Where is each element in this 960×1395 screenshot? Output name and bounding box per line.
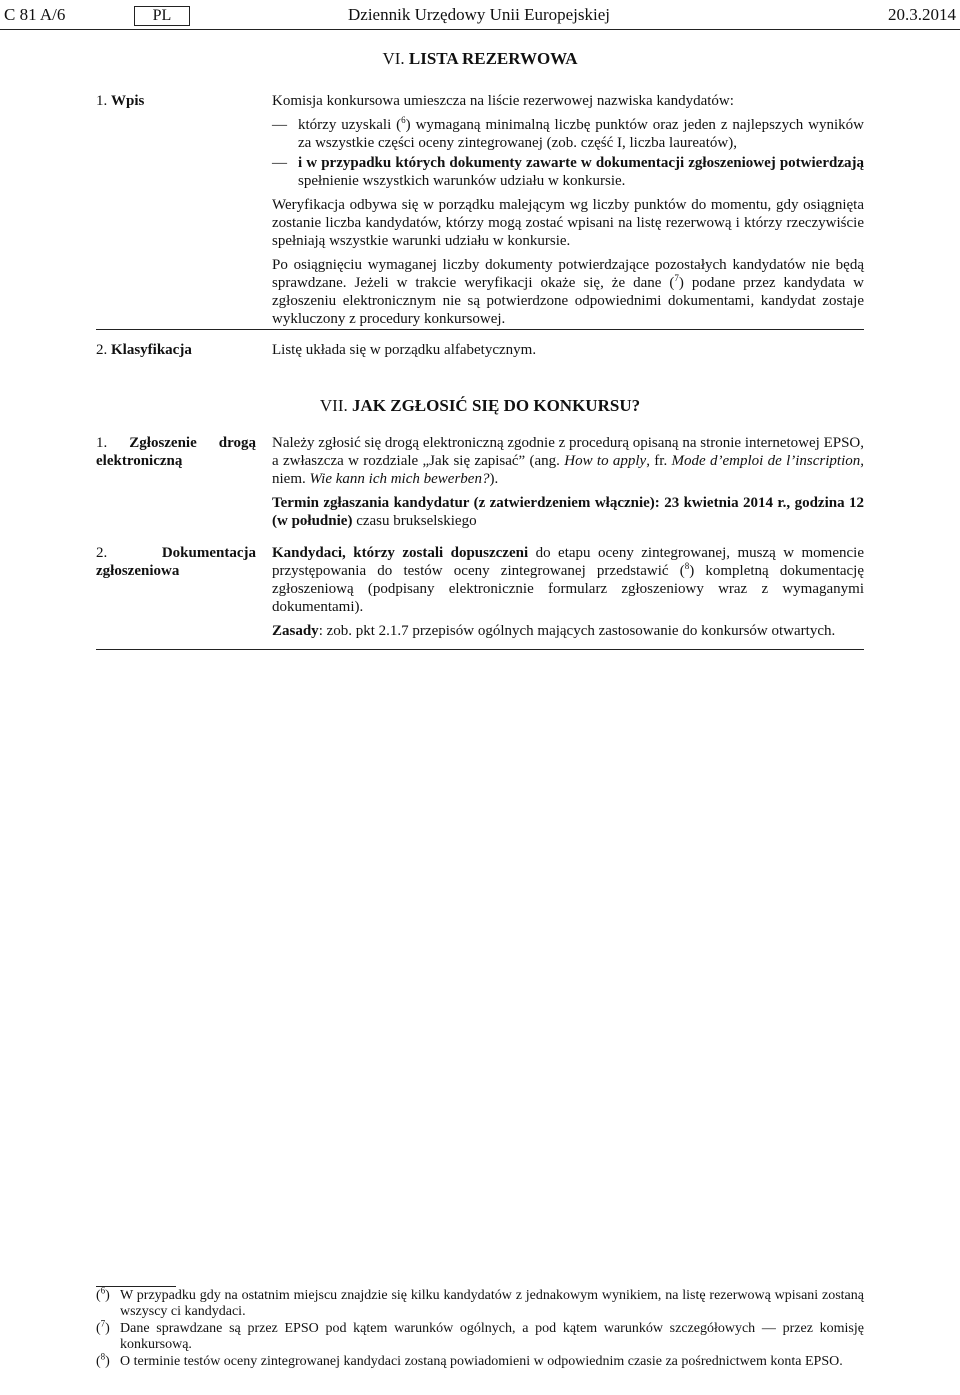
body-text: ). bbox=[489, 471, 499, 487]
rules-rest: : zob. pkt 2.1.7 przepisów ogólnych mających zastosowanie do konkursów otwartych. bbox=[318, 623, 836, 639]
footnote bbox=[96, 1285, 864, 1320]
application-text bbox=[272, 434, 864, 488]
paragraph-text: Po osiągnięciu wymaganej liczby dokumenty potwierdzające pozostałych kandydatów nie będą sprawdzane. Jeżeli w trakcie weryfikacji okaże się, że dane ( bbox=[272, 257, 864, 291]
footnote-mark: ($^7$) bbox=[96, 1318, 110, 1336]
italic-text: Wie kann ich mich bewerben? bbox=[309, 471, 490, 487]
footnote-ref: 6 bbox=[401, 115, 406, 125]
body-text: , fr. bbox=[646, 453, 672, 469]
section-7-heading bbox=[0, 396, 960, 416]
deadline-text bbox=[272, 494, 864, 530]
item-label bbox=[96, 341, 256, 359]
publication-date: 20.3.2014 bbox=[888, 5, 956, 24]
rules-label: Zasady bbox=[272, 623, 319, 639]
header-divider bbox=[0, 29, 960, 30]
item-title: Zgłoszenie drogą elektroniczną bbox=[96, 435, 256, 469]
item-title: Klasyfikacja bbox=[111, 342, 192, 358]
dash-list-item bbox=[272, 154, 864, 190]
documentation-text bbox=[272, 544, 864, 616]
item-body bbox=[272, 92, 864, 334]
footnote-text: O terminie testów oceny zintegrowanej kandydaci zostaną powiadomieni w odpowiednim czasie za pośrednictwem konta EPSO. bbox=[120, 1354, 843, 1369]
section-6-item-2 bbox=[96, 341, 864, 361]
paragraph-text: ) podane przez kandydata w zgłoszeniu elektronicznym nie są potwierdzone odpowiednimi dokumentami, kandydat zostaje wykluczony z procedury konkursowej. bbox=[272, 275, 864, 327]
language-code: PL bbox=[134, 6, 190, 26]
section-6-item-1 bbox=[96, 92, 864, 327]
item-number: 2. bbox=[96, 342, 108, 358]
item-body bbox=[272, 544, 864, 646]
italic-text: How to apply bbox=[564, 453, 647, 469]
rules-text bbox=[272, 622, 864, 640]
deadline-bold: Termin zgłaszania kandydatur (z zatwierdzeniem włącznie): 23 kwietnia 2014 r., godzina 12 (w południe) bbox=[272, 495, 864, 529]
body-text: do etapu oceny zintegrowanej, muszą w momencie przystępowania do testów oceny zintegrowanej przedstawić ( bbox=[272, 545, 864, 579]
footnote bbox=[96, 1318, 864, 1353]
verification-paragraph: Weryfikacja odbywa się w porządku malejącym wg liczby punktów do momentu, gdy osiągnięta zostanie liczba kandydatów, którzy mogą zostać wpisani na listę rezerwową i którzy rzeczywiście spełniają wszystkie warunki udziału w konkursie. bbox=[272, 197, 864, 249]
item-label bbox=[96, 434, 256, 470]
body-text: Należy zgłosić się drogą elektroniczną zgodnie z procedurą opisaną na stronie internetowej EPSO, a zwłaszcza w rozdziale „Jak się zapisać” (ang. bbox=[272, 435, 864, 469]
dash-text: ) wymaganą minimalną liczbę punktów oraz jeden z najlepszych wyników za wszystkie części oceny zintegrowanej (zob. część I, liczba laureatów), bbox=[298, 117, 864, 151]
dash-text: którzy uzyskali ( bbox=[298, 117, 402, 133]
footnote-mark: ($^6$) bbox=[96, 1285, 110, 1303]
dash-text: spełnienie wszystkich warunków udziału w konkursie. bbox=[298, 173, 626, 189]
item-label bbox=[96, 92, 256, 110]
section-7-number: VII. bbox=[319, 396, 348, 415]
item-title: Wpis bbox=[111, 93, 145, 109]
body-text: ) kompletną dokumentację zgłoszeniową (podpisany elektronicznie formularz zgłoszeniowy wraz z wymaganymi dokumentami). bbox=[272, 563, 865, 615]
footnote bbox=[96, 1351, 864, 1370]
footnote-text: Dane sprawdzane są przez EPSO pod kątem warunków ogólnych, a pod kątem warunków szczegółowych — przez komisję konkursową. bbox=[120, 1321, 864, 1352]
bold-text: Kandydaci, którzy zostali dopuszczeni bbox=[272, 545, 529, 561]
journal-title: Dziennik Urzędowy Unii Europejskiej bbox=[348, 5, 611, 24]
page-header bbox=[0, 5, 960, 29]
row-divider bbox=[96, 649, 864, 650]
footnotes bbox=[96, 1285, 864, 1371]
item-title: Dokumentacja zgłoszeniowa bbox=[96, 545, 256, 579]
row-divider bbox=[96, 329, 864, 330]
footnote-mark: ($^8$) bbox=[96, 1351, 110, 1369]
section-6-number: VI. bbox=[382, 49, 405, 68]
dash-bullet-icon: — bbox=[272, 117, 287, 133]
item-body bbox=[272, 341, 864, 365]
deadline-rest: czasu brukselskiego bbox=[352, 513, 477, 529]
dash-bold-text: i w przypadku których dokumenty zawarte w dokumentacji zgłoszeniowej potwierdzają bbox=[298, 155, 864, 171]
exclusion-paragraph bbox=[272, 256, 864, 328]
section-7-item-2 bbox=[96, 544, 864, 644]
dash-list-item bbox=[272, 116, 864, 152]
classification-text: Listę układa się w porządku alfabetycznym. bbox=[272, 342, 537, 358]
section-7-item-1 bbox=[96, 434, 864, 530]
item-body bbox=[272, 434, 864, 536]
footnote-ref: 7 bbox=[674, 273, 679, 283]
footnote-divider bbox=[96, 1286, 176, 1287]
footnote-text: W przypadku gdy na ostatnim miejscu znajdzie się kilku kandydatów z jednakowym wynikiem, na listę rezerwową wpisani zostaną wszyscy ci kandydaci. bbox=[120, 1288, 864, 1319]
journal-reference: C 81 A/6 bbox=[4, 5, 66, 24]
item-label bbox=[96, 544, 256, 580]
body-text: , niem. bbox=[272, 453, 864, 487]
item-number: 1. bbox=[96, 435, 108, 451]
dash-bullet-icon: — bbox=[272, 155, 287, 171]
item-number: 1. bbox=[96, 93, 108, 109]
italic-text: Mode d’emploi de l’inscription bbox=[671, 453, 861, 469]
intro-text: Komisja konkursowa umieszcza na liście rezerwowej nazwiska kandydatów: bbox=[272, 93, 734, 109]
section-6-title: LISTA REZERWOWA bbox=[408, 49, 578, 68]
item-number: 2. bbox=[96, 545, 108, 561]
footnote-ref: 8 bbox=[684, 561, 690, 571]
section-7-title: JAK ZGŁOSIĆ SIĘ DO KONKURSU? bbox=[351, 396, 641, 415]
section-6-heading bbox=[0, 49, 960, 69]
